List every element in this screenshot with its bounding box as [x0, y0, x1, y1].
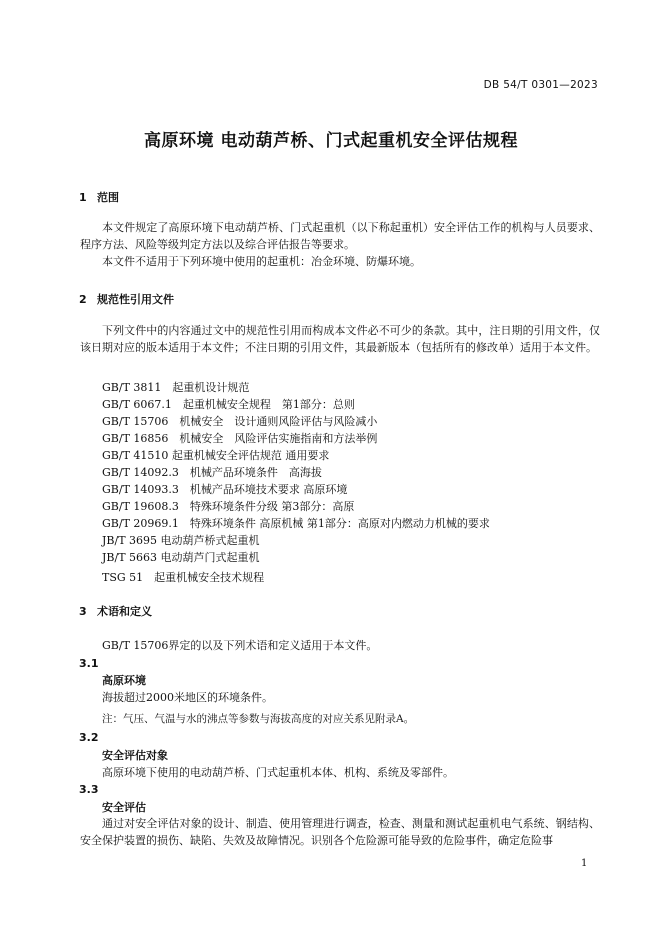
term-number: 3.1: [79, 657, 99, 670]
normative-references-paragraph: [80, 322, 600, 356]
term-name: 安全评估: [102, 801, 146, 814]
term-number: 3.2: [79, 731, 99, 744]
section-heading-normative-references: [79, 291, 174, 307]
section-number: 3: [79, 605, 87, 618]
section-title: 术语和定义: [97, 605, 152, 618]
term-name: 安全评估对象: [102, 749, 168, 762]
reference-item: GB/T 14093.3 机械产品环境技术要求 高原环境: [102, 483, 348, 496]
section-heading-scope: [79, 189, 119, 205]
reference-item: GB/T 6067.1 起重机械安全规程 第1部分：总则: [102, 398, 355, 411]
section-number: 1: [79, 191, 87, 204]
term-name: 高原环境: [102, 674, 146, 687]
reference-item: GB/T 16856 机械安全 风险评估实施指南和方法举例: [102, 432, 378, 445]
document-id: DB 54/T 0301—2023: [483, 79, 598, 91]
reference-item: GB/T 19608.3 特殊环境条件分级 第3部分：高原: [102, 500, 355, 513]
scope-paragraphs: [80, 219, 600, 270]
paragraph: 本文件不适用于下列环境中使用的起重机：冶金环境、防爆环境。: [102, 255, 421, 268]
term-definition: 海拔超过2000米地区的环境条件。: [102, 691, 273, 704]
section-heading-terms-and-definitions: [79, 603, 152, 619]
reference-item: GB/T 3811 起重机设计规范: [102, 381, 250, 394]
paragraph: 下列文件中的内容通过文中的规范性引用而构成本文件必不可少的条款。其中，注日期的引用文件，仅该日期对应的版本适用于本文件；不注日期的引用文件，其最新版本（包括所有的修改单）适用于本文件。: [80, 324, 600, 354]
reference-item: JB/T 3695 电动葫芦桥式起重机: [102, 534, 260, 547]
term-definition: 高原环境下使用的电动葫芦桥、门式起重机本体、机构、系统及零部件。: [102, 766, 454, 779]
section-title: 范围: [97, 191, 119, 204]
term-definition: [80, 815, 600, 849]
reference-item: JB/T 5663 电动葫芦门式起重机: [102, 551, 260, 564]
term-number: 3.3: [79, 783, 99, 796]
section-number: 2: [79, 293, 87, 306]
reference-item: GB/T 41510 起重机械安全评估规范 通用要求: [102, 449, 330, 462]
reference-item: GB/T 14092.3 机械产品环境条件 高海拔: [102, 466, 322, 479]
paragraph: 本文件规定了高原环境下电动葫芦桥、门式起重机（以下称起重机）安全评估工作的机构与人员要求、程序方法、风险等级判定方法以及综合评估报告等要求。: [80, 221, 600, 251]
page-number: 1: [581, 858, 588, 869]
section-title: 规范性引用文件: [97, 293, 174, 306]
page-title: 高原环境 电动葫芦桥、门式起重机安全评估规程: [144, 131, 518, 151]
paragraph: 通过对安全评估对象的设计、制造、使用管理进行调查，检查、测量和测试起重机电气系统、钢结构、安全保护装置的损伤、缺陷、失效及故障情况。识别各个危险源可能导致的危险事件，确定危险事: [80, 817, 600, 847]
reference-item: TSG 51 起重机械安全技术规程: [102, 571, 265, 584]
terms-intro: GB/T 15706界定的以及下列术语和定义适用于本文件。: [102, 639, 378, 652]
reference-item: GB/T 15706 机械安全 设计通则风险评估与风险减小: [102, 415, 378, 428]
term-note: 注：气压、气温与水的沸点等参数与海拔高度的对应关系见附录A。: [102, 713, 415, 725]
reference-item: GB/T 20969.1 特殊环境条件 高原机械 第1部分：高原对内燃动力机械的要求: [102, 517, 490, 530]
